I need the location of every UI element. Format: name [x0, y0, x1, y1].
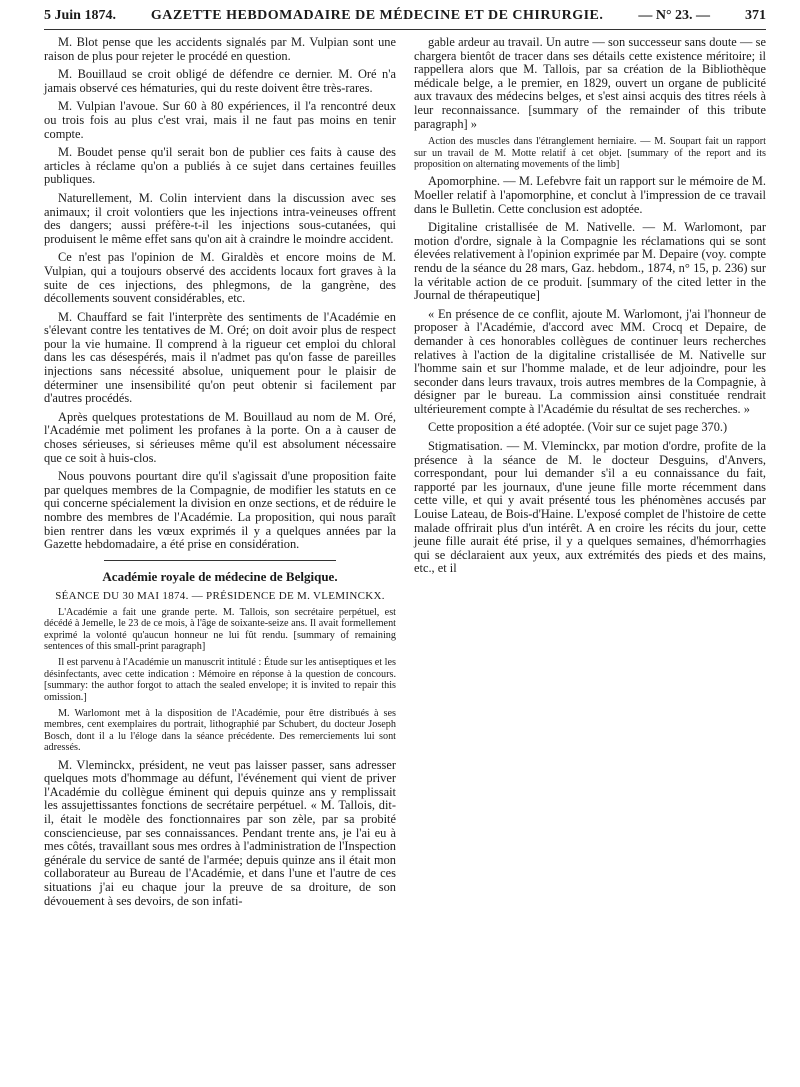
- paragraph: M. Bouillaud se croit obligé de défendre ce dernier. M. Oré n'a jamais observé ces hématuries, qui du reste doivent être très-rares.: [44, 67, 396, 95]
- paragraph: M. Chauffard se fait l'interprète des sentiments de l'Académie en s'élevant contre les tentatives de M. Oré; on doit avoir plus de respect pour la vie humaine. Il comprend à la rigueur cet emploi du chloral dans les cas désespérés, mais il n'admet pas qu'on fasse de pareilles injections sans nécessité absolue, uniquement pour le plaisir de déterminer une insensibilité qu'on peut obtenir si facilement par d'autres procédés.: [44, 309, 396, 406]
- small-paragraph: L'Académie a fait une grande perte. M. Tallois, son secrétaire perpétuel, est décédé à Jemelle, le 23 de ce mois, à l'âge de soixante-seize ans. Il avait formellement exprimé la volonté qu'aucun honneur ne lui fût rendu. [summary of remaining sentences of this small-print paragraph]: [44, 606, 396, 652]
- header-date: 5 Juin 1874.: [44, 8, 116, 23]
- small-paragraph: Il est parvenu à l'Académie un manuscrit intitulé : Étude sur les antiseptiques et les désinfectants, avec cette indication : Mémoire en réponse à la question de concours. [summary: the author forgot to attach the sealed envelope; it is invited to repair this omission.]: [44, 657, 396, 703]
- header-number: — N° 23. —: [638, 8, 711, 23]
- section-title: Académie royale de médecine de Belgique.: [102, 568, 338, 584]
- paragraph: Après quelques protestations de M. Bouillaud au nom de M. Oré, l'Académie met poliment les profanes à la porte. On a à causer de choses sérieuses, si sérieuses même qu'il est absolument nécessaire que ce soit à huis-clos.: [44, 409, 396, 465]
- page-header: [44, 0, 766, 30]
- paragraph: M. Vulpian l'avoue. Sur 60 à 80 expériences, il l'a rencontré deux ou trois fois au plus c'est vrai, mais il ne faut pas moins en tenir compte.: [44, 99, 396, 141]
- small-paragraph: M. Warlomont met à la disposition de l'Académie, pour être distribués à ses membres, cent exemplaires du portrait, lithographié par Schubert, du docteur Joseph Bosch, dont il a lu l'éloge dans la séance précédente. Des remerciements lui sont adressés.: [44, 708, 396, 754]
- columns: [44, 30, 766, 913]
- paragraph: Nous pouvons pourtant dire qu'il s'agissait d'une proposition faite par quelques membres de la Compagnie, de modifier les statuts en ce qui concerne spécialement la division en onze sections, et de réduire le nombre des membres de l'Académie. La proposition, qui nous paraît bien rentrer dans les vœux exprimés il y a quelques années par la Gazette hebdomadaire, a été prise en considération.: [44, 469, 396, 552]
- paragraph: Stigmatisation. — M. Vleminckx, par motion d'ordre, profite de la présence à la séance de M. le docteur Desguins, d'Anvers, correspondant, pour lui demander s'il a eu connaissance du fait, rapporté par les journaux, d'une jeune fille morte récemment dans cette ville, et qui y avait présenté tous les phénomènes accusés par Louise Lateau, de Bois-d'Haine. L'exposé complet de l'histoire de cette malade offrirait plus d'un intérêt. A en croire les récits du jour, cette jeune fille aurait été prise, il y a quelques semaines, d'hémorrhagies qui se déclaraient aux yeux, aux extrémités des pieds et des mains, etc., et il: [414, 439, 766, 576]
- header-title: GAZETTE HEBDOMADAIRE DE MÉDECINE ET DE CHIRURGIE.: [150, 8, 604, 23]
- paragraph: Cette proposition a été adoptée. (Voir sur ce sujet page 370.): [428, 420, 728, 435]
- paragraph: « En présence de ce conflit, ajoute M. Warlomont, j'ai l'honneur de proposer à l'Académie, d'accord avec MM. Crocq et Depaire, de demander à ces honorables collègues de continuer leurs recherches relatives à l'action de la digitaline cristallisée de M. Nativelle sur l'homme sain et sur l'homme malade, et de leur adjoindre, pour les seconder dans leurs travaux, trois autres membres de la Compagnie, à désigner par le bureau. La commission ainsi constituée rendrait ultérieurement compte à l'Académie du résultat de ses recherches. »: [414, 306, 766, 416]
- header-page-number: 371: [744, 8, 766, 23]
- right-column: [414, 36, 766, 913]
- paragraph: M. Boudet pense qu'il serait bon de publier ces faits à cause des articles à réclame qu'on a publiés à ce sujet dans certaines feuilles publiques.: [44, 145, 396, 187]
- paragraph: Naturellement, M. Colin intervient dans la discussion avec ses animaux; il croit volontiers que les injections intra-veineuses offrent des dangers; aussi préfère-t-il les injections sous-cutanées, qui produisent le même effet sans qu'on ait à craindre le moindre accident.: [44, 190, 396, 246]
- paragraph: M. Vleminckx, président, ne veut pas laisser passer, sans adresser quelques mots d'hommage au défunt, l'événement qui vient de priver l'Académie du collègue éminent qui depuis quinze ans y remplissait les assujettissantes fonctions de secrétaire perpétuel. « M. Tallois, dit-il, était le modèle des fonctionnaires par son zèle, par sa probité consciencieuse, par ses connaissances. Pendant trente ans, je l'ai eu à mes côtés, travaillant sous mes ordres à l'administration de l'Inspection générale du service de santé de l'armée; depuis quinze ans il était mon collaborateur au Bureau de l'Académie, et dans l'une et l'autre de ces situations j'ai eu chaque jour la preuve de sa droiture, de son dévouement à ses devoirs, de son infati-: [44, 757, 396, 908]
- divider: [104, 560, 336, 561]
- paragraph: Ce n'est pas l'opinion de M. Giraldès et encore moins de M. Vulpian, qui a toujours observé des accidents locaux fort graves à la suite de ces injections, des phlegmons, de la gangrène, des décollements souvent considérables, etc.: [44, 250, 396, 306]
- small-paragraph: Action des muscles dans l'étranglement herniaire. — M. Soupart fait un rapport sur un travail de M. Motte relatif à cet objet. [summary of the report and its proposition on alternating movements of the limb]: [414, 136, 766, 170]
- session-line: SÉANCE DU 30 MAI 1874. — PRÉSIDENCE DE M. VLEMINCKX.: [55, 589, 385, 602]
- paragraph: M. Blot pense que les accidents signalés par M. Vulpian sont une raison de plus pour rejeter le procédé en question.: [44, 35, 396, 63]
- paragraph: Digitaline cristallisée de M. Nativelle. — M. Warlomont, par motion d'ordre, signale à la Compagnie les réclamations qui se sont élevées relativement à l'opinion exprimée par M. Depaire (voy. compte rendu de la séance du 28 mars, Gaz. hebdom., 1874, n° 15, p. 236) sur la véritable action de ce produit. [summary of the cited letter in the Journal de thérapeutique]: [414, 220, 767, 303]
- paragraph: Apomorphine. — M. Lefebvre fait un rapport sur le mémoire de M. Moeller relatif à l'apomorphine, et conclut à l'impression de ce travail dans le Bulletin. Cette conclusion est adoptée.: [414, 174, 766, 216]
- left-column: [44, 36, 396, 913]
- paragraph: gable ardeur au travail. Un autre — son successeur sans doute — se chargera bientôt de tracer dans ses détails cette existence méritoire; il rappellera alors que M. Tallois, par sa création de la Bibliothèque médicale belge, a le premier, en 1829, ouvert un organe de publicité aux travaux des médecins belges, et s'est ainsi acquis des titres réels à leur reconnaissance. [summary of the remainder of this tribute paragraph] »: [414, 35, 766, 131]
